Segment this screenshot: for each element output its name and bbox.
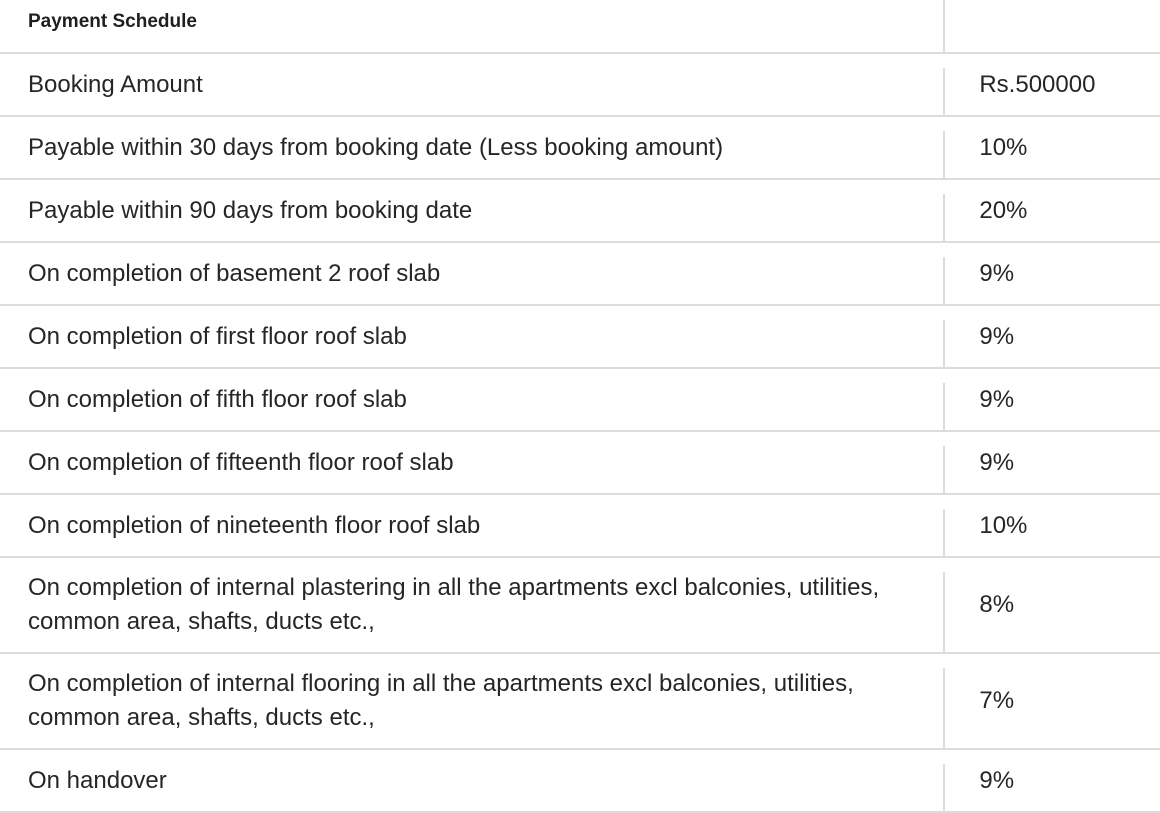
table-row [0, 243, 1160, 306]
table-row [0, 369, 1160, 432]
row-label: On completion of nineteenth floor roof slab [28, 511, 481, 539]
row-value: 8% [979, 591, 1015, 618]
table-row [0, 306, 1160, 369]
row-label: On completion of internal plastering in all the apartments excl balconies, utilities, common area, shafts, ducts etc., [28, 574, 880, 635]
table-row [0, 654, 1160, 750]
row-value: 20% [979, 196, 1028, 224]
row-value: 10% [979, 133, 1028, 161]
row-value: 9% [979, 259, 1015, 287]
row-value: 9% [979, 766, 1015, 794]
row-label: Booking Amount [28, 70, 203, 98]
table-row [0, 432, 1160, 495]
table-row [0, 117, 1160, 180]
table-row [0, 495, 1160, 558]
table-header-title: Payment Schedule [28, 11, 197, 32]
row-value: 10% [979, 511, 1028, 539]
row-label: Payable within 30 days from booking date (Less booking amount) [28, 133, 724, 161]
row-label: Payable within 90 days from booking date [28, 196, 473, 224]
table-header-value [945, 0, 1160, 52]
row-value: 7% [979, 687, 1015, 714]
row-label: On completion of fifth floor roof slab [28, 385, 407, 413]
row-value: 9% [979, 385, 1015, 413]
row-label: On handover [28, 766, 167, 794]
row-label: On completion of basement 2 roof slab [28, 259, 441, 287]
row-value: 9% [979, 322, 1015, 350]
table-row [0, 180, 1160, 243]
row-label: On completion of fifteenth floor roof slab [28, 448, 454, 476]
row-label: On completion of first floor roof slab [28, 322, 407, 350]
row-value: Rs.500000 [979, 70, 1096, 98]
table-row [0, 558, 1160, 654]
table-row [0, 750, 1160, 813]
row-label: On completion of internal flooring in all the apartments excl balconies, utilities, common area, shafts, ducts etc., [28, 670, 854, 731]
table-row [0, 54, 1160, 117]
row-value: 9% [979, 448, 1015, 476]
table-header-row [0, 0, 1160, 54]
